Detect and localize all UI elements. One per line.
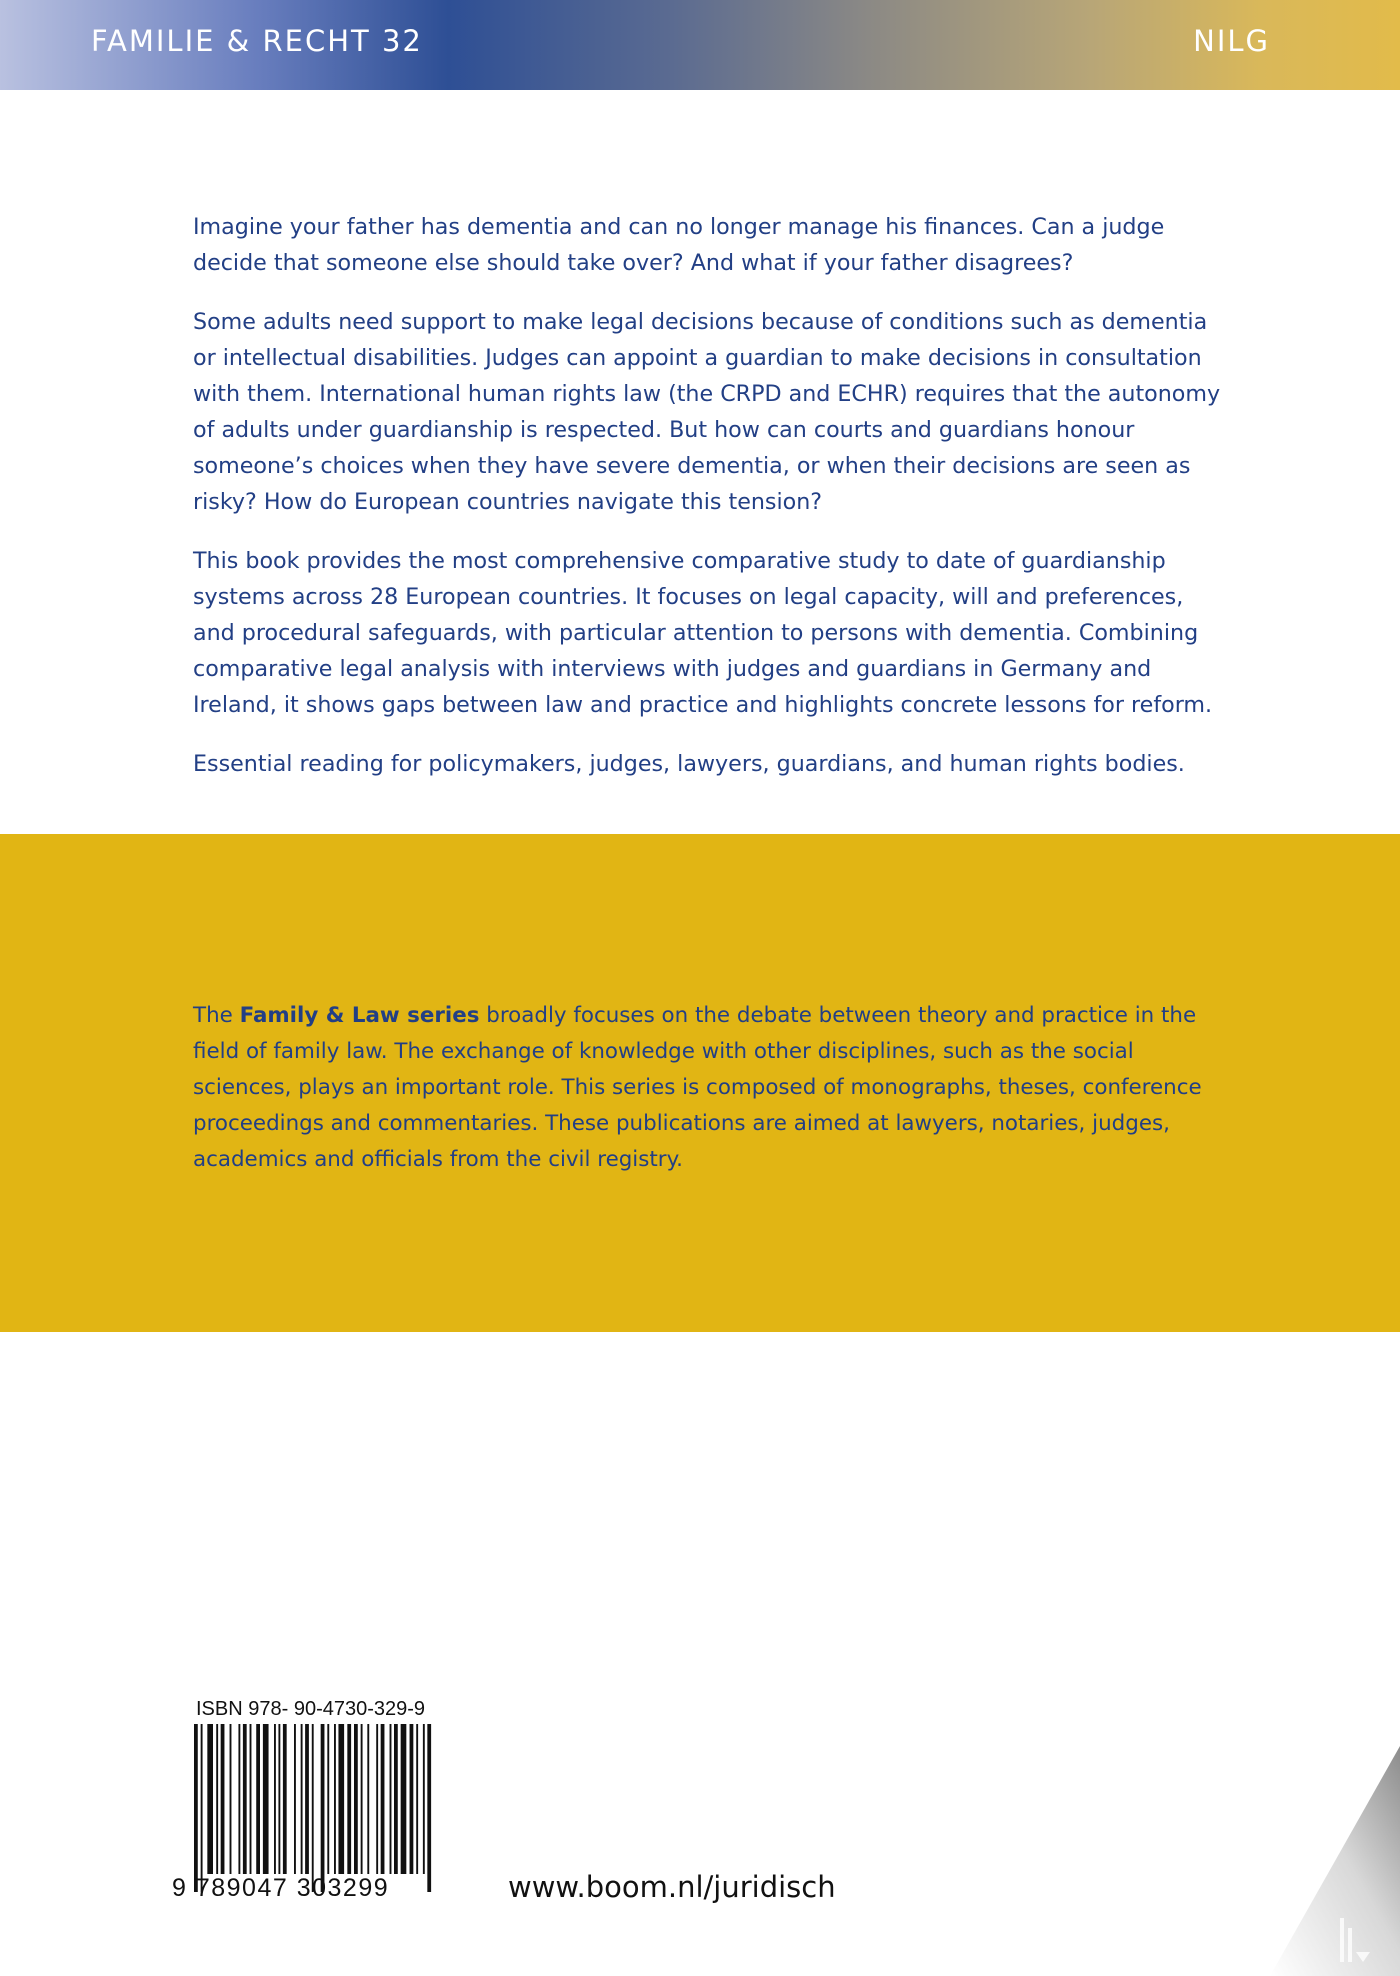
blurb-paragraph: Essential reading for policymakers, judges, lawyers, guardians, and human rights bodies. [193, 751, 1185, 777]
header-band [0, 0, 1400, 90]
series-name: Family & Law series [239, 1003, 480, 1028]
blurb-paragraph: This book provides the most comprehensive comparative study to date of guardianship systems across 28 European countries. It focuses on legal capacity, will and preferences, and procedural safeguards, with particular attention to persons with dementia. Combining comparative legal analysis with interviews with judges and guardians in Germany and Ireland, it shows gaps between law and practice and highlights concrete lessons for reform. [193, 548, 1213, 718]
barcode [194, 1724, 434, 1892]
publisher-website: www.boom.nl/juridisch [508, 1870, 836, 1904]
isbn-label: ISBN 978- 90-4730-329-9 [196, 1698, 426, 1720]
page-curl-corner [1270, 1746, 1400, 1976]
series-title: FAMILIE & RECHT 32 [91, 24, 423, 58]
back-cover-blurb [193, 209, 1228, 805]
blurb-paragraph: Imagine your father has dementia and can no longer manage his finances. Can a judge decide that someone else should take over? And what if your father disagrees? [193, 214, 1165, 276]
publisher-name: NILG [1193, 24, 1270, 58]
barcode-digits: 9 789047 303299 [172, 1874, 390, 1902]
series-description [193, 998, 1223, 1178]
series-prefix: The [193, 1003, 240, 1028]
series-info-band [0, 834, 1400, 1332]
blurb-paragraph: Some adults need support to make legal decisions because of conditions such as dementia or intellectual disabilities. Judges can appoint a guardian to make decisions in consultation with them. International human rights law (the CRPD and ECHR) requires that the autonomy of adults under guardianship is respected. But how can courts and guardians honour someone’s choices when they have severe dementia, or when their decisions are seen as risky? How do European countries navigate this tension? [193, 309, 1221, 515]
series-body: broadly focuses on the debate between theory and practice in the field of family law. The exchange of knowledge with other disciplines, such as the social sciences, plays an important role. This series is composed of monographs, theses, conference proceedings and commentaries. These publications are aimed at lawyers, notaries, judges, academics and officials from the civil registry. [193, 1003, 1202, 1172]
